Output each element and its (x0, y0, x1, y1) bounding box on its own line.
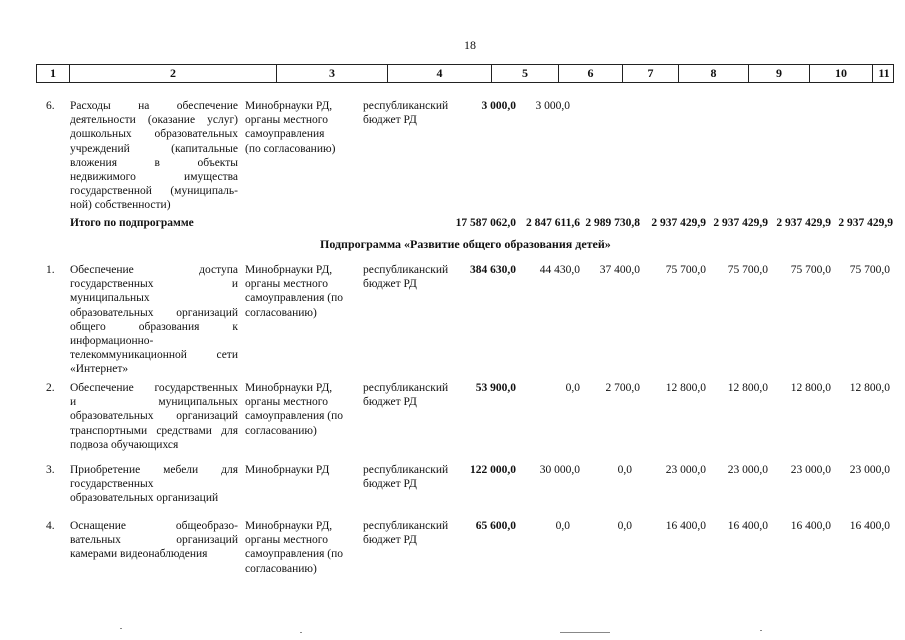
value-year-4: 12 800,0 (727, 382, 768, 394)
row-number: 2. (46, 382, 55, 394)
row-executor: Минобрнауки РД, органы местного самоуправления (по согласованию) (245, 264, 344, 319)
row-funding-source: республиканский бюджет РД (363, 464, 449, 491)
value-year-4: 23 000,0 (727, 464, 768, 476)
header-col-11: 11 (872, 65, 895, 82)
row-description: Приобретение мебели для государственных образовательных организаций (70, 464, 238, 505)
header-col-5: 5 (491, 65, 558, 82)
scan-speck (560, 632, 610, 633)
total-value-3: 2 989 730,8 (585, 217, 640, 229)
row-number: 6. (46, 100, 55, 112)
total-value-1: 17 587 062,0 (455, 217, 516, 229)
total-value-5: 2 937 429,9 (713, 217, 768, 229)
value-year-2: 2 700,0 (605, 382, 640, 394)
header-col-3: 3 (276, 65, 387, 82)
value-year-1: 0,0 (565, 382, 580, 394)
row-executor: Минобрнауки РД, органы местного самоуправления (по согласованию) (245, 100, 336, 155)
header-col-4: 4 (387, 65, 491, 82)
value-year-6: 12 800,0 (849, 382, 890, 394)
row-description: Обеспечение государственных и муниципальных образовательных организаций транспортными средствами для подвоза обучающихся (70, 382, 238, 451)
value-total: 384 630,0 (470, 264, 516, 276)
header-col-6: 6 (558, 65, 622, 82)
value-total: 53 900,0 (475, 382, 516, 394)
header-col-10: 10 (809, 65, 872, 82)
row-executor: Минобрнауки РД, органы местного самоуправления (по согласованию) (245, 382, 344, 437)
value-total: 3 000,0 (481, 100, 516, 112)
row-funding-source: республиканский бюджет РД (363, 382, 449, 409)
value-year-1: 44 430,0 (539, 264, 580, 276)
table-header-row (36, 64, 894, 83)
header-col-7: 7 (622, 65, 678, 82)
value-year-4: 75 700,0 (727, 264, 768, 276)
value-total: 65 600,0 (475, 520, 516, 532)
value-year-3: 75 700,0 (665, 264, 706, 276)
scan-speck (300, 632, 302, 633)
row-description: Расходы на обеспечение деятельности (оказание услуг) дошкольных образовательных учреждений (капитальные вложения в объекты недвижимого имущества государственной (муниципаль- ной) собственности) (70, 100, 238, 212)
scan-speck (120, 628, 122, 629)
value-year-5: 16 400,0 (790, 520, 831, 532)
row-number: 4. (46, 520, 55, 532)
row-executor: Минобрнауки РД (245, 464, 330, 476)
header-col-8: 8 (678, 65, 748, 82)
row-funding-source: республиканский бюджет РД (363, 520, 449, 547)
value-year-5: 75 700,0 (790, 264, 831, 276)
value-year-5: 12 800,0 (790, 382, 831, 394)
total-value-4: 2 937 429,9 (651, 217, 706, 229)
total-value-6: 2 937 429,9 (776, 217, 831, 229)
row-description: Оснащение общеобразо- вательных организаций камерами видеонаблюдения (70, 520, 238, 561)
row-number: 1. (46, 264, 55, 276)
value-year-4: 16 400,0 (727, 520, 768, 532)
header-col-1: 1 (50, 66, 56, 80)
row-executor: Минобрнауки РД, органы местного самоуправления (по согласованию) (245, 520, 344, 575)
subprogram-title: Подпрограмма «Развитие общего образования детей» (320, 237, 611, 251)
row-number: 3. (46, 464, 55, 476)
row-funding-source: республиканский бюджет РД (363, 100, 449, 127)
page-number: 18 (464, 38, 476, 52)
total-label: Итого по подпрограмме (70, 217, 194, 229)
value-year-5: 23 000,0 (790, 464, 831, 476)
value-year-3: 16 400,0 (665, 520, 706, 532)
header-col-2: 2 (69, 65, 276, 82)
value-year-3: 23 000,0 (665, 464, 706, 476)
value-year-1: 30 000,0 (539, 464, 580, 476)
row-description: Обеспечение доступа государственных и муниципальных образовательных организаций общего образования к информационно- телекоммуникационной сети «Интернет» (70, 264, 238, 376)
value-total: 122 000,0 (470, 464, 516, 476)
value-year-3: 12 800,0 (665, 382, 706, 394)
header-col-9: 9 (748, 65, 809, 82)
total-value-7: 2 937 429,9 (838, 217, 893, 229)
value-year-6: 23 000,0 (849, 464, 890, 476)
value-year-1: 3 000,0 (535, 100, 570, 112)
value-year-6: 16 400,0 (849, 520, 890, 532)
value-year-2: 0,0 (617, 520, 632, 532)
total-value-2: 2 847 611,6 (526, 217, 580, 229)
value-year-1: 0,0 (555, 520, 570, 532)
scan-speck (760, 630, 762, 631)
row-funding-source: республиканский бюджет РД (363, 264, 449, 291)
value-year-2: 37 400,0 (599, 264, 640, 276)
value-year-6: 75 700,0 (849, 264, 890, 276)
value-year-2: 0,0 (617, 464, 632, 476)
